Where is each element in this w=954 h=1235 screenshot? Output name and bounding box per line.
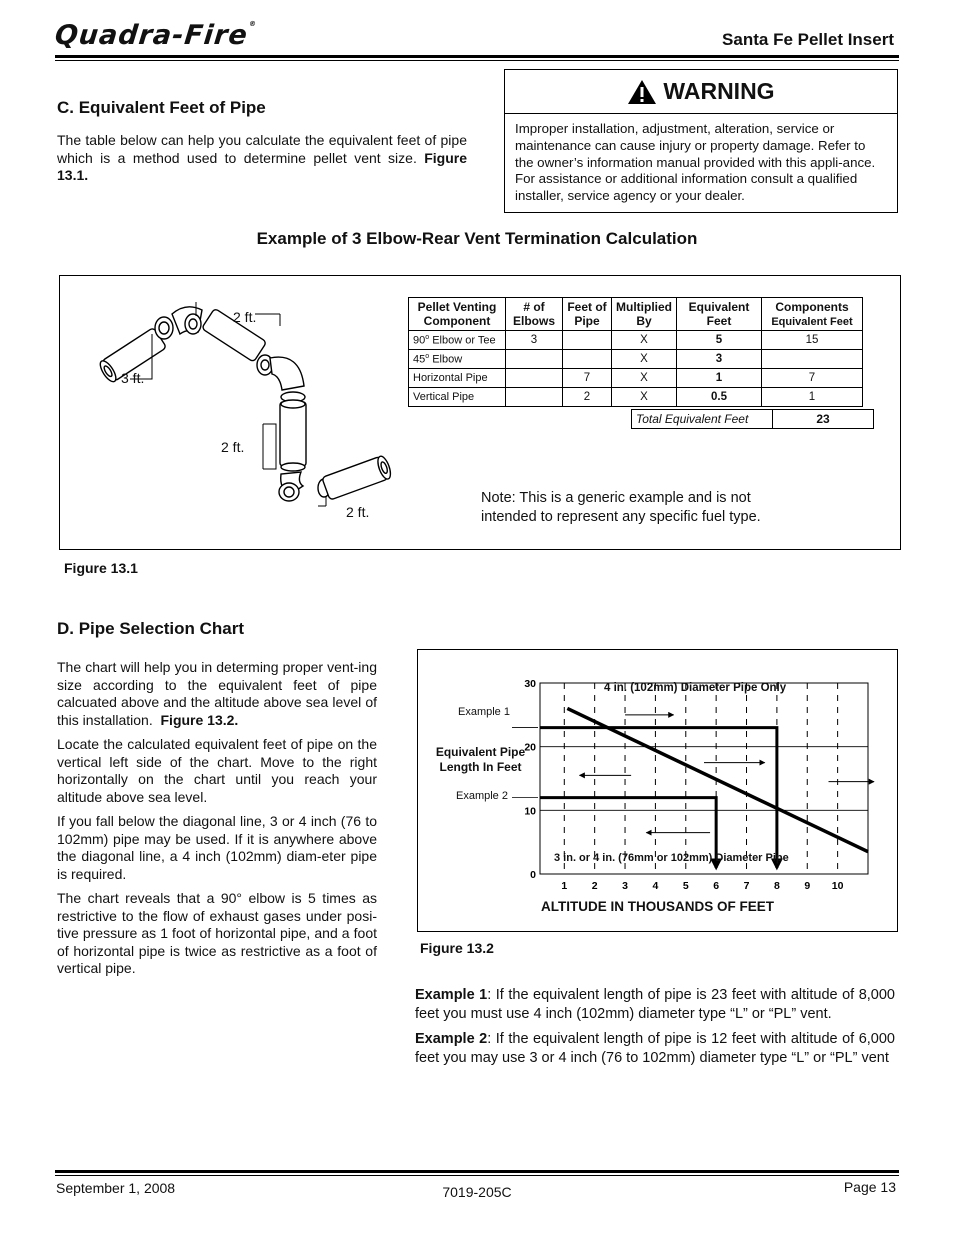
table-row: [409, 388, 863, 407]
cell-component: Horizontal Pipe: [409, 369, 506, 388]
lower-region-label: 3 in. or 4 in. (76mm or 102mm) Diameter Pipe: [554, 852, 789, 864]
section-d-heading: D. Pipe Selection Chart: [57, 619, 245, 638]
cell-elbows: [506, 350, 563, 369]
cell-total: 7: [762, 369, 863, 388]
brand-logo: Quadra-Fire®: [53, 20, 258, 51]
cell-equiv: 1: [677, 369, 762, 388]
example-title: Example of 3 Elbow-Rear Vent Termination Calculation: [256, 229, 698, 248]
cell-mult: X: [612, 350, 677, 369]
cell-mult: X: [612, 331, 677, 350]
section-c-heading: C. Equivalent Feet of Pipe: [57, 98, 266, 117]
dim-label-bottom: 2 ft.: [346, 504, 370, 520]
section-d-p4: The chart reveals that a 90° elbow is 5 times as restrictive to the flow of exhaust gases under posi-tive pressure as 1 foot of horizontal pipe, and a foot of horizontal pipe is twice as restrictive as a foot of vertical pipe.: [57, 890, 377, 976]
cell-feet: 7: [563, 369, 612, 388]
col-component: Pellet Venting Component: [409, 298, 506, 331]
chart-ylabel: Equivalent Pipe Length In Feet: [435, 745, 526, 774]
total-value: 23: [773, 410, 874, 429]
cell-feet: [563, 331, 612, 350]
figure-13-2-label: Figure 13.2: [420, 940, 494, 956]
cell-feet: 2: [563, 388, 612, 407]
cell-mult: X: [612, 388, 677, 407]
example-1-text: Example 1: If the equivalent length of pipe is 23 feet with altitude of 8,000 feet you must use 4 inch (102mm) diameter type “L” or “PL” vent.: [415, 987, 895, 1022]
examples-text: [415, 986, 895, 1068]
col-feet: Feet of Pipe: [563, 298, 612, 331]
cell-mult: X: [612, 369, 677, 388]
cell-elbows: [506, 369, 563, 388]
x-tick-label: 5: [682, 880, 689, 892]
footer-rule-thin: [55, 1175, 899, 1176]
cell-elbows: 3: [506, 331, 563, 350]
table-row: [409, 331, 863, 350]
table-row: [409, 350, 863, 369]
pipe-selection-chart-box: [417, 649, 898, 932]
x-tick-label: 3: [622, 880, 628, 892]
col-equivalent: Equivalent Feet: [677, 298, 762, 331]
example-1-label: Example 1: [458, 706, 510, 718]
x-tick-label: 1: [561, 880, 568, 892]
vent-calculation-table: [408, 297, 863, 407]
y-tick-label: 10: [524, 805, 536, 818]
diagonal-divider-line: [567, 708, 868, 851]
header-rule-thin: [55, 60, 899, 61]
cell-equiv: 5: [677, 331, 762, 350]
upper-region-label: 4 in. (102mm) Diameter Pipe Only: [604, 682, 787, 694]
col-elbows: # of Elbows: [506, 298, 563, 331]
section-d-p3: If you fall below the diagonal line, 3 or 4 inch (76 to 102mm) pipe may be used. If it is anywhere above the diagonal line, a 4 inch (102mm) diam-eter pipe is required.: [57, 813, 377, 882]
plot-frame: [540, 683, 868, 874]
cell-equiv: 3: [677, 350, 762, 369]
col-components: Components Equivalent Feet: [762, 298, 863, 331]
y-tick-label: 20: [524, 741, 536, 754]
dim-label-left: 3 ft.: [121, 370, 145, 386]
header-rule: [55, 55, 899, 58]
x-tick-label: 8: [773, 880, 780, 892]
x-tick-label: 2: [591, 880, 598, 892]
cell-total: 15: [762, 331, 863, 350]
note-text: Note: This is a generic example and is not intended to represent any specific fuel type.: [481, 490, 761, 525]
example-2-label: Example 2: [456, 790, 508, 802]
warning-triangle-icon: [627, 79, 657, 105]
footer-page: Page 13: [843, 1179, 896, 1195]
dim-label-top: 2 ft.: [233, 309, 257, 325]
cell-equiv: 0.5: [677, 388, 762, 407]
dim-label-vertical: 2 ft.: [221, 439, 245, 455]
x-tick-label: 6: [713, 880, 720, 892]
warning-text: Improper installation, adjustment, alteration, service or maintenance can cause injury or property damage. Refer to the owner’s information manual provided with this appli-ance. For assistance or additional information consult a qualified installer, service agency or your dealer.: [515, 121, 876, 204]
footer-date: September 1, 2008: [56, 1180, 176, 1196]
table-header-row: [409, 298, 863, 331]
cell-elbows: [506, 388, 563, 407]
chart-xlabel: ALTITUDE IN THOUSANDS OF FEET: [541, 899, 774, 914]
x-tick-label: 9: [804, 880, 811, 892]
y-tick-label: 30: [524, 678, 536, 690]
x-tick-label: 4: [652, 880, 659, 892]
section-c: [57, 98, 467, 185]
total-equivalent-table: [631, 409, 874, 429]
x-tick-label: 7: [743, 880, 750, 892]
section-c-body: The table below can help you calculate the equivalent feet of pipe which is a method used to determine pellet vent size. Figure 13.1.: [57, 132, 467, 183]
warning-title: WARNING: [663, 78, 775, 104]
document-title: Santa Fe Pellet Insert: [722, 30, 894, 49]
footer-doc-number: 7019-205C: [442, 1184, 512, 1200]
table-row: [409, 369, 863, 388]
col-multiplied: Multiplied By: [612, 298, 677, 331]
cell-total: 1: [762, 388, 863, 407]
example-2-text: Example 2: If the equivalent length of pipe is 12 feet with altitude of 6,000 feet you may use 3 or 4 inch (76 to 102mm) diameter type “L” or “PL” vent: [415, 1031, 895, 1066]
warning-box: [504, 69, 898, 213]
x-tick-label: 10: [831, 880, 844, 892]
cell-component: 45$^o$ Elbow: [409, 350, 506, 369]
section-d-p1: The chart will help you in determing proper vent-ing size according to the equivalent feet of pipe calcuated above and the altitude above sea level of this installation. Figure 13.2.: [57, 659, 377, 728]
footer-rule: [55, 1170, 899, 1173]
section-d-p2: Locate the calculated equivalent feet of pipe on the vertical left side of the chart. Move to the right horizontally on the chart until you reach your altitude above sea level.: [57, 736, 377, 805]
total-label: Total Equivalent Feet: [632, 410, 773, 429]
cell-component: Vertical Pipe: [409, 388, 506, 407]
y-tick-label: 0: [530, 869, 536, 881]
figure-13-1-label: Figure 13.1: [64, 560, 138, 576]
cell-feet: [563, 350, 612, 369]
cell-component: 90$^o$ Elbow or Tee: [409, 331, 506, 350]
section-d: [57, 619, 377, 978]
cell-total: [762, 350, 863, 369]
warning-header: [505, 70, 897, 114]
